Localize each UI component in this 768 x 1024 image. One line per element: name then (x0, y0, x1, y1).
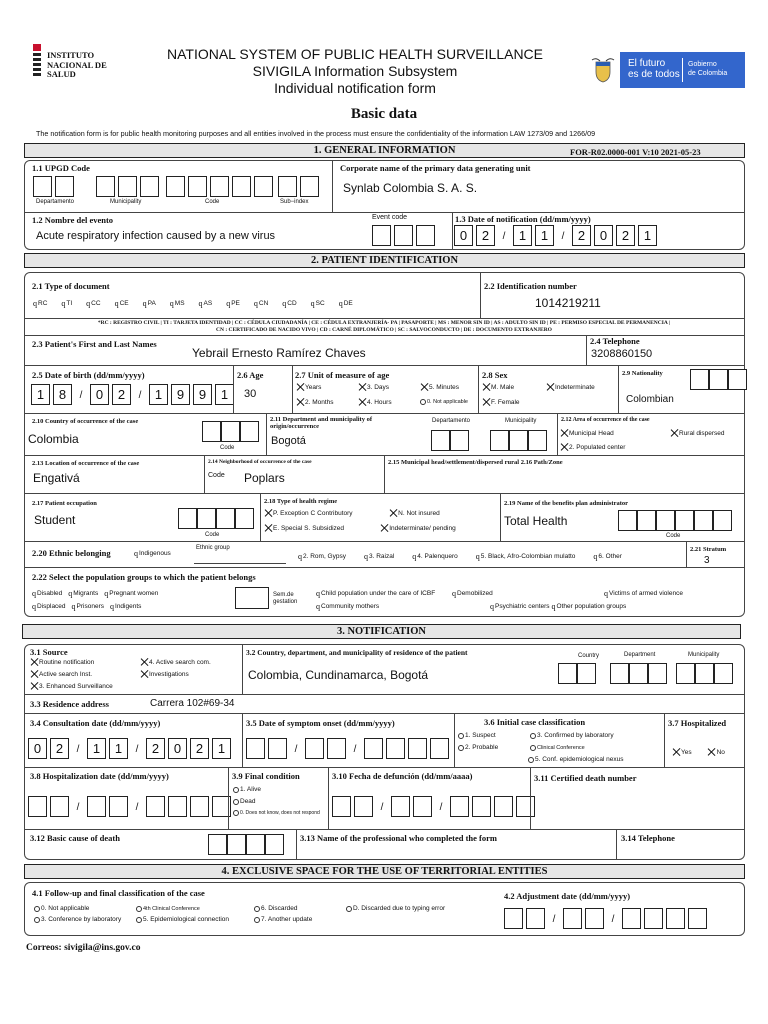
form-code: FOR-R02.0000-001 V:10 2021-05-23 (570, 147, 701, 157)
upgd-code-label: 1.1 UPGD Code (32, 163, 90, 173)
basic-cause-boxes[interactable] (208, 834, 284, 855)
muni-column-label: Municipality (505, 418, 537, 424)
id-number-label: 2.2 Identification number (484, 281, 577, 291)
follow-up-row-2[interactable]: 3. Conference by laboratory 5. Epidemiological connection 7. Another update (34, 916, 314, 923)
country-code-label: Code (220, 445, 235, 451)
class-row-1[interactable]: 1. Suspect 3. Confirmed by laboratory (458, 732, 616, 739)
population-groups-row-4[interactable]: q Community mothers q Psychiatric centers q Other population groups (316, 602, 627, 611)
section-3-header (22, 624, 741, 639)
residence-label: 3.2 Country, department, and municipality of residence of the patient (246, 648, 468, 657)
basic-data-title: Basic data (350, 106, 418, 122)
ethnic-indigenous-option[interactable]: q Indigenous (134, 549, 171, 558)
location-label: 2.13 Location of occurrence of the case (32, 460, 140, 467)
header-title-1: NATIONAL SYSTEM OF PUBLIC HEALTH SURVEILLANCE (166, 46, 544, 62)
area-label: 2.12 Area of occurrence of the case (561, 417, 650, 423)
nationality-value[interactable]: Colombian (626, 394, 674, 405)
area-row-2[interactable]: 2. Populated center (560, 443, 627, 451)
eapb-code-label: Code (666, 533, 681, 539)
event-name-value[interactable]: Acute respiratory infection caused by a new virus (36, 230, 276, 242)
occupation-code-label: Code (205, 532, 220, 538)
ethnic-options[interactable]: q 2. Rom, Gypsy q 3. Raizal q 4. Palenquero q 5. Black, Afro-Colombian mulatto q 6. Other (298, 552, 622, 561)
certified-death-label: 3.11 Certified death number (534, 773, 637, 783)
res-municipality-label: Municipality (688, 652, 720, 658)
section-2-title: 2. PATIENT IDENTIFICATION (310, 255, 459, 266)
patient-name-label: 2.3 Patient's First and Last Names (32, 339, 157, 349)
upgd-sub-municipality: Municipality (110, 199, 142, 205)
upgd-muni-boxes[interactable] (96, 176, 159, 197)
res-country-label: Country (578, 653, 600, 659)
death-date-label: 3.10 Fecha de defunción (dd/mm/aaaa) (332, 771, 473, 781)
header-title-3: Individual notification form (274, 80, 436, 96)
occupation-code-boxes[interactable] (178, 508, 254, 529)
adjustment-date-label: 4.2 Adjustment date (dd/mm/yyyy) (504, 891, 631, 901)
onset-date-boxes[interactable]: / / (246, 738, 449, 762)
location-value[interactable]: Engativá (33, 471, 80, 485)
consultation-date-boxes[interactable]: 0 2 / 1 1 / 2 0 2 1 (28, 738, 231, 762)
corp-name-label: Corporate name of the primary data generating unit (340, 163, 531, 173)
neighborhood-label: 2.14 Neighborhood of occurrence of the case (208, 459, 312, 465)
logo-line-1: INSTITUTO (47, 50, 95, 60)
doc-legend-1: *RC : REGISTRO CIVIL | TI : TARJETA IDENTIDAD | CC : CÉDULA CIUDADANÍA | CE : CÉDULA EXTRANJERÍA- PA | PASAPORTE | MS : MENOR SIN ID | AS : ADULTO SIN ID | PE : PERMISO ESPECIAL DE PERMANENCIA | (97, 320, 671, 326)
gov-logo (588, 52, 746, 88)
gestation-week-box[interactable] (235, 587, 269, 609)
population-groups-row-3[interactable]: q Child population under the care of ICBF q Demobilized q Victims of armed violence (316, 589, 683, 598)
ethnic-group-label: Ethnic group (196, 545, 230, 551)
res-country-boxes[interactable] (558, 663, 596, 684)
residence-value[interactable]: Colombia, Cundinamarca, Bogotá (248, 668, 429, 682)
initial-class-label: 3.6 Initial case classification (484, 717, 586, 727)
rural-zone-label: 2.15 Municipal head/settlement/dispersed rural 2.16 Path/Zone (388, 459, 563, 466)
population-groups-row-2[interactable]: q Displaced q Prisoners q Indigents (32, 602, 142, 611)
onset-date-label: 3.5 Date of symptom onset (dd/mm/yyyy) (246, 718, 395, 728)
ins-logo-icon (30, 44, 44, 84)
nationality-label: 2.9 Nationality (622, 370, 663, 377)
follow-up-label: 4.1 Follow-up and final classification of the case (32, 888, 205, 898)
sex-label: 2.8 Sex (482, 370, 508, 380)
patient-name-value[interactable]: Yebrail Ernesto Ramírez Chaves (192, 346, 366, 360)
sex-row-1[interactable]: M. Male Indeterminate (482, 383, 597, 391)
dept-column-label: Departamento (432, 418, 471, 424)
occupation-value[interactable]: Student (34, 513, 76, 527)
res-dept-boxes[interactable] (610, 663, 667, 684)
country-occurrence-label: 2.10 Country of occurrence of the case (32, 418, 139, 425)
consultation-date-label: 3.4 Consultation date (dd/mm/yyyy) (30, 718, 161, 728)
hospitalized-options[interactable]: Yes No (672, 748, 727, 756)
logo-line-3: SALUD (47, 69, 76, 79)
notification-date-boxes[interactable]: 0 2 / 1 1 / 2 0 2 1 (454, 225, 657, 249)
section-1-title: 1. GENERAL INFORMATION (313, 145, 456, 156)
final-dead-option[interactable]: Dead (233, 798, 256, 805)
final-condition-label: 3.9 Final condition (232, 771, 300, 781)
address-value[interactable]: Carrera 102#69-34 (150, 698, 235, 709)
occupation-label: 2.17 Patient occupation (32, 500, 97, 507)
health-regime-label: 2.18 Type of health regime (264, 498, 338, 505)
upgd-sub-departamento: Departamento (36, 199, 75, 205)
regime-row-2[interactable]: E. Special S. Subsidized Indeterminate/ pending (264, 524, 458, 532)
address-label: 3.3 Residence address (30, 699, 109, 709)
dept-code-boxes[interactable] (431, 430, 469, 451)
dob-label: 2.5 Date of birth (dd/mm/yyyy) (32, 370, 145, 380)
gov-logo-text-4: de Colombia (688, 70, 728, 77)
doc-legend-2: CN : CERTIFICADO DE NACIDO VIVO | CD : CARNÉ DIPLOMÁTICO | SC : SALVOCONDUCTO | DE : DOCUMENTO EXTRANJERO (216, 327, 552, 333)
professional-label: 3.13 Name of the professional who completed the form (300, 833, 497, 843)
muni-code-boxes[interactable] (490, 430, 547, 451)
country-occurrence-value[interactable]: Colombia (28, 432, 79, 446)
logo-line-2: NACIONAL DE (47, 59, 107, 70)
upgd-sub-subindex: Sub−index (280, 199, 309, 205)
source-row-1[interactable]: Routine notification 4. Active search com. (30, 658, 213, 666)
hospitalization-date-label: 3.8 Hospitalization date (dd/mm/yyyy) (30, 771, 169, 781)
source-row-3[interactable]: 3. Enhanced Surveillance (30, 682, 115, 690)
regime-row-1[interactable]: P. Exception C Contributory N. Not insured (264, 509, 442, 517)
section-4-title: 4. EXCLUSIVE SPACE FOR THE USE OF TERRITORIAL ENTITIES (221, 866, 548, 877)
footer-email: Correos: sivigila@ins.gov.co (26, 943, 141, 953)
class-row-3[interactable]: 5. Conf. epidemiological nexus (528, 756, 626, 763)
age-label: 2.6 Age (237, 370, 264, 380)
neighborhood-code-label: Code (208, 472, 225, 479)
stratum-label: 2.21 Stratum (690, 546, 727, 553)
population-groups-label: 2.22 Select the population groups to which the patient belongs (32, 572, 256, 582)
age-unit-row-1[interactable]: Years 3. Days 5. Minutes (296, 383, 461, 391)
header-titles (120, 46, 590, 97)
section-2-header (24, 253, 745, 268)
event-name-label: 1.2 Nombre del evento (32, 215, 114, 225)
population-groups-row-1[interactable]: q Disabled q Migrants q Pregnant women (32, 589, 159, 598)
area-row-1[interactable]: Municipal Head Rural dispersed (560, 429, 727, 437)
eapb-value[interactable]: Total Health (504, 514, 568, 528)
basic-cause-label: 3.12 Basic cause of death (30, 833, 120, 843)
source-label: 3.1 Source (30, 647, 68, 657)
age-unit-row-2[interactable]: 2. Months 4. Hours 0. Not applicable (296, 398, 470, 406)
death-date-boxes[interactable]: / / (332, 796, 535, 820)
age-unit-label: 2.7 Unit of measure of age (295, 370, 390, 380)
coat-of-arms-icon (590, 56, 616, 84)
ethnic-label: 2.20 Ethnic belonging (32, 548, 111, 558)
source-row-2[interactable]: Active search Inst. Investigations (30, 670, 191, 678)
hospitalization-date-boxes[interactable]: / / (28, 796, 231, 820)
final-unknown-option[interactable]: 0. Does not know, does not respond (233, 810, 320, 816)
gov-logo-text-1: El futuro (628, 58, 666, 69)
eapb-label: 2.19 Name of the benefits plan administrator (504, 500, 629, 507)
professional-phone-label: 3.14 Telephone (621, 833, 675, 843)
upgd-sub-code: Code (205, 199, 220, 205)
upgd-subindex-boxes[interactable] (278, 176, 319, 197)
gov-logo-text-2: es de todos (628, 69, 680, 80)
doc-type-label: 2.1 Type of document (32, 281, 110, 291)
neighborhood-value[interactable]: Poplars (244, 471, 285, 485)
nationality-boxes[interactable] (690, 369, 747, 390)
class-row-2[interactable]: 2. Probable Clinical Conference (458, 744, 587, 751)
doc-type-options[interactable]: q RC q TI q CC q CE q PA q MS q AS q PE q CN q CD q SC q DE (33, 299, 353, 308)
ins-logo (30, 44, 120, 84)
final-alive-option[interactable]: 1. Alive (233, 786, 261, 793)
sex-row-2[interactable]: F. Female (482, 398, 522, 406)
phone-label: 2.4 Telephone (590, 336, 640, 346)
dob-boxes[interactable]: 1 8 / 0 2 / 1 9 9 1 (31, 384, 234, 408)
corp-name-value[interactable]: Synlab Colombia S. A. S. (343, 181, 478, 195)
adjustment-date-boxes[interactable]: / / (504, 908, 707, 932)
dept-muni-value[interactable]: Bogotá (271, 435, 306, 447)
stratum-value[interactable]: 3 (704, 555, 710, 566)
gov-logo-text-3: Gobierno (688, 61, 717, 68)
eapb-code-boxes[interactable] (618, 510, 732, 531)
age-value[interactable]: 30 (244, 388, 257, 400)
id-number-value[interactable]: 1014219211 (535, 296, 601, 310)
dept-muni-label: 2.11 Department and municipality of origin/occurrence (270, 416, 373, 430)
res-department-label: Department (624, 652, 656, 658)
phone-value[interactable]: 3208860150 (591, 348, 653, 360)
header-title-2: SIVIGILA Information Subsystem (252, 63, 458, 79)
hospitalized-label: 3.7 Hospitalized (668, 718, 727, 728)
section-4-header (24, 864, 745, 879)
upgd-code-boxes[interactable] (166, 176, 273, 197)
res-muni-boxes[interactable] (676, 663, 733, 684)
gestation-week-label: Sem.de gestation (273, 592, 298, 605)
event-code-label: Event code (372, 214, 408, 221)
follow-up-row-1[interactable]: 0. Not applicable 4th Clinical Conference 6. Discarded D. Discarded due to typing error (34, 905, 447, 912)
confidentiality-notice: The notification form is for public health monitoring purposes and all entities involved in the process must ensure the confidentiality of the information LAW 1273/09 and 1266/09 (36, 129, 596, 138)
upgd-dept-boxes[interactable] (33, 176, 74, 197)
section-3-title: 3. NOTIFICATION (336, 626, 427, 637)
country-code-boxes[interactable] (202, 421, 259, 442)
notification-date-label: 1.3 Date of notification (dd/mm/yyyy) (455, 214, 591, 224)
event-code-boxes[interactable] (372, 225, 435, 246)
